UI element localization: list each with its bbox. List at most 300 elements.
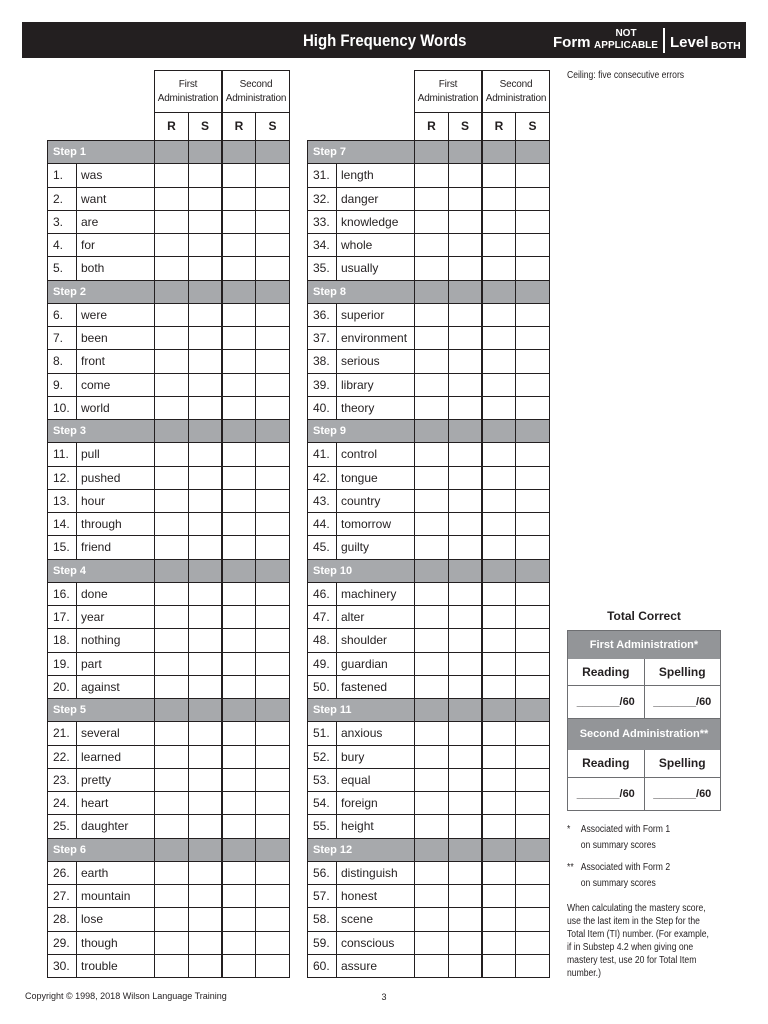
first-admin-spelling-cell xyxy=(449,932,482,955)
first-admin-spelling-cell xyxy=(449,769,482,792)
second-admin-spelling-header: S xyxy=(516,113,550,140)
word-row xyxy=(47,653,290,676)
first-admin-spelling-cell xyxy=(449,490,482,513)
second-admin-spelling-cell xyxy=(256,490,290,513)
word-table-left xyxy=(47,70,290,978)
first-admin-spelling-cell xyxy=(189,327,222,350)
word-row xyxy=(307,583,550,606)
second-admin-reading-cell xyxy=(222,862,256,885)
first-admin-spelling-header: S xyxy=(449,113,482,140)
second-admin-spelling-cell xyxy=(516,792,550,815)
item-word: mountain xyxy=(77,885,155,908)
first-admin-spelling-cell xyxy=(189,885,222,908)
word-row xyxy=(47,746,290,769)
first-admin-spelling-cell xyxy=(449,234,482,257)
item-word: through xyxy=(77,513,155,536)
first-admin-reading-cell xyxy=(155,606,189,629)
word-table-right xyxy=(307,70,550,978)
step-label: Step 4 xyxy=(47,560,155,583)
second-admin-spelling-cell xyxy=(516,932,550,955)
word-row xyxy=(47,211,290,234)
item-number: 55. xyxy=(307,815,337,838)
step-score-cell xyxy=(155,699,189,722)
first-admin-spelling-cell xyxy=(449,443,482,466)
item-word: distinguish xyxy=(337,862,415,885)
first-admin-spelling-cell xyxy=(449,815,482,838)
step-score-cell xyxy=(516,420,550,443)
second-admin-spelling-cell xyxy=(256,374,290,397)
second-admin-spelling-cell xyxy=(516,304,550,327)
first-admin-reading-cell xyxy=(415,862,449,885)
item-number: 45. xyxy=(307,536,337,559)
item-number: 7. xyxy=(47,327,77,350)
item-number: 53. xyxy=(307,769,337,792)
item-word: want xyxy=(77,188,155,211)
word-row xyxy=(47,397,290,420)
first-admin-reading-cell xyxy=(155,234,189,257)
item-word: foreign xyxy=(337,792,415,815)
item-word: superior xyxy=(337,304,415,327)
second-admin-reading-cell xyxy=(222,467,256,490)
item-word: pretty xyxy=(77,769,155,792)
step-row xyxy=(47,420,290,443)
step-row xyxy=(47,699,290,722)
first-admin-spelling-cell xyxy=(189,932,222,955)
item-number: 40. xyxy=(307,397,337,420)
step-score-cell xyxy=(256,699,290,722)
item-word: lose xyxy=(77,908,155,931)
step-label: Step 11 xyxy=(307,699,415,722)
item-word: shoulder xyxy=(337,629,415,652)
step-score-cell xyxy=(189,141,222,164)
word-row xyxy=(47,234,290,257)
item-word: equal xyxy=(337,769,415,792)
ceiling-note: Ceiling: five consecutive errors xyxy=(567,70,685,81)
second-admin-spelling-cell xyxy=(516,583,550,606)
step-row xyxy=(307,699,550,722)
step-score-cell xyxy=(482,420,516,443)
item-number: 50. xyxy=(307,676,337,699)
second-admin-spelling-cell xyxy=(516,443,550,466)
second-admin-reading-cell xyxy=(482,443,516,466)
second-admin-spelling-cell xyxy=(516,467,550,490)
first-admin-reading-cell xyxy=(155,304,189,327)
second-admin-reading-cell xyxy=(222,932,256,955)
step-score-cell xyxy=(415,141,449,164)
second-admin-reading-cell xyxy=(482,327,516,350)
first-admin-reading-cell xyxy=(155,397,189,420)
item-word: bury xyxy=(337,746,415,769)
second-admin-spelling-cell xyxy=(516,490,550,513)
item-number: 28. xyxy=(47,908,77,931)
second-admin-spelling-cell xyxy=(516,327,550,350)
item-number: 59. xyxy=(307,932,337,955)
footnote xyxy=(567,822,715,854)
item-number: 10. xyxy=(47,397,77,420)
second-administration-total-header: Second Administration** xyxy=(568,719,720,750)
first-admin-spelling-cell xyxy=(449,257,482,280)
second-administration-header: Second Administration xyxy=(482,70,550,113)
total-correct-title: Total Correct xyxy=(607,609,681,623)
word-row xyxy=(47,792,290,815)
item-number: 9. xyxy=(47,374,77,397)
second-admin-spelling-cell xyxy=(516,513,550,536)
word-row xyxy=(307,815,550,838)
first-admin-spelling-cell xyxy=(449,374,482,397)
item-word: theory xyxy=(337,397,415,420)
item-number: 2. xyxy=(47,188,77,211)
first-admin-spelling-cell xyxy=(189,513,222,536)
first-admin-spelling-cell xyxy=(449,164,482,187)
second-admin-reading-cell xyxy=(482,955,516,978)
first-admin-spelling-cell xyxy=(449,304,482,327)
second-admin-spelling-cell xyxy=(516,815,550,838)
item-word: guardian xyxy=(337,653,415,676)
second-admin-reading-cell xyxy=(222,746,256,769)
first-admin-reading-cell xyxy=(155,815,189,838)
step-score-cell xyxy=(189,420,222,443)
word-row xyxy=(307,908,550,931)
word-row xyxy=(47,583,290,606)
second-admin-reading-cell xyxy=(482,513,516,536)
item-number: 26. xyxy=(47,862,77,885)
first-admin-spelling-cell xyxy=(189,234,222,257)
second-admin-reading-cell xyxy=(222,676,256,699)
second-admin-reading-cell xyxy=(222,350,256,373)
item-word: serious xyxy=(337,350,415,373)
second-admin-reading-cell xyxy=(222,769,256,792)
word-row xyxy=(307,792,550,815)
second-admin-reading-cell xyxy=(482,932,516,955)
second-admin-spelling-cell xyxy=(516,536,550,559)
second-admin-spelling-cell xyxy=(516,629,550,652)
word-table-body xyxy=(307,140,550,978)
word-row xyxy=(47,164,290,187)
step-score-cell xyxy=(516,141,550,164)
step-label: Step 6 xyxy=(47,839,155,862)
second-admin-reading-cell xyxy=(222,792,256,815)
word-row xyxy=(47,257,290,280)
level-label: Level xyxy=(670,34,709,51)
copyright: Copyright © 1998, 2018 Wilson Language Training xyxy=(25,991,227,1001)
word-row xyxy=(47,490,290,513)
step-score-cell xyxy=(155,560,189,583)
first-admin-spelling-cell xyxy=(449,467,482,490)
step-label: Step 1 xyxy=(47,141,155,164)
item-number: 33. xyxy=(307,211,337,234)
item-number: 1. xyxy=(47,164,77,187)
first-admin-reading-cell xyxy=(415,676,449,699)
second-admin-reading-cell xyxy=(222,583,256,606)
first-administration-total-header: First Administration* xyxy=(568,631,720,659)
first-admin-reading-cell xyxy=(155,257,189,280)
item-number: 8. xyxy=(47,350,77,373)
first-admin-spelling-cell xyxy=(449,955,482,978)
first-admin-spelling-cell xyxy=(189,676,222,699)
first-admin-spelling-cell xyxy=(189,490,222,513)
first-admin-reading-cell xyxy=(415,653,449,676)
second-admin-reading-cell xyxy=(222,653,256,676)
second-admin-spelling-cell xyxy=(256,164,290,187)
second-admin-reading-cell xyxy=(222,722,256,745)
item-word: come xyxy=(77,374,155,397)
item-number: 31. xyxy=(307,164,337,187)
first-admin-reading-cell xyxy=(415,769,449,792)
word-row xyxy=(307,769,550,792)
word-row xyxy=(47,885,290,908)
word-row xyxy=(307,374,550,397)
first-admin-reading-cell xyxy=(415,536,449,559)
word-row xyxy=(47,769,290,792)
item-number: 19. xyxy=(47,653,77,676)
step-score-cell xyxy=(256,420,290,443)
second-admin-spelling-cell xyxy=(256,629,290,652)
step-score-cell xyxy=(155,839,189,862)
first-admin-reading-cell xyxy=(415,606,449,629)
step-score-cell xyxy=(155,141,189,164)
item-word: usually xyxy=(337,257,415,280)
footnote xyxy=(567,860,715,892)
step-score-cell xyxy=(189,839,222,862)
second-admin-reading-cell xyxy=(482,676,516,699)
first-admin-reading-cell xyxy=(415,629,449,652)
item-word: fastened xyxy=(337,676,415,699)
first-admin-reading-cell xyxy=(155,676,189,699)
second-admin-spelling-cell xyxy=(516,908,550,931)
step-score-cell xyxy=(516,560,550,583)
item-number: 21. xyxy=(47,722,77,745)
second-admin-spelling-cell xyxy=(516,257,550,280)
first-admin-reading-cell xyxy=(415,885,449,908)
item-word: part xyxy=(77,653,155,676)
first-admin-spelling-cell xyxy=(189,374,222,397)
form-value xyxy=(594,28,658,52)
first-admin-spelling-cell xyxy=(189,350,222,373)
step-score-cell xyxy=(222,420,256,443)
first-admin-reading-cell xyxy=(415,746,449,769)
step-score-cell xyxy=(415,560,449,583)
item-number: 6. xyxy=(47,304,77,327)
first-admin-reading-cell xyxy=(155,327,189,350)
step-score-cell xyxy=(482,560,516,583)
item-number: 15. xyxy=(47,536,77,559)
item-number: 43. xyxy=(307,490,337,513)
step-row xyxy=(307,141,550,164)
first-admin-reading-cell xyxy=(155,211,189,234)
first-admin-spelling-cell xyxy=(449,583,482,606)
second-admin-spelling-cell xyxy=(256,746,290,769)
item-word: year xyxy=(77,606,155,629)
second-admin-reading-cell xyxy=(222,815,256,838)
item-number: 42. xyxy=(307,467,337,490)
item-word: heart xyxy=(77,792,155,815)
step-score-cell xyxy=(256,141,290,164)
first-admin-reading-cell xyxy=(155,374,189,397)
first-admin-reading-cell xyxy=(155,769,189,792)
first-admin-reading-cell xyxy=(155,583,189,606)
step-score-cell xyxy=(222,141,256,164)
item-number: 32. xyxy=(307,188,337,211)
item-number: 54. xyxy=(307,792,337,815)
word-row xyxy=(307,932,550,955)
first-admin-spelling-cell xyxy=(189,583,222,606)
step-row xyxy=(47,141,290,164)
step-score-cell xyxy=(256,281,290,304)
form-label: Form xyxy=(553,34,591,51)
word-row xyxy=(307,629,550,652)
second-admin-spelling-cell xyxy=(516,653,550,676)
second-admin-spelling-cell xyxy=(256,862,290,885)
second-admin-spelling-cell xyxy=(256,397,290,420)
word-row xyxy=(47,467,290,490)
page-number: 3 xyxy=(381,992,387,1002)
word-row xyxy=(307,304,550,327)
first-admin-spelling-cell xyxy=(449,746,482,769)
second-admin-reading-cell xyxy=(222,374,256,397)
step-score-cell xyxy=(415,699,449,722)
second-admin-spelling-cell xyxy=(256,188,290,211)
second-admin-spelling-cell xyxy=(256,653,290,676)
word-row xyxy=(47,374,290,397)
reading-score-blank: _______/60 xyxy=(568,778,645,810)
notes xyxy=(567,822,715,980)
first-admin-spelling-cell xyxy=(449,908,482,931)
second-admin-reading-cell xyxy=(482,188,516,211)
second-admin-spelling-cell xyxy=(516,374,550,397)
second-admin-spelling-cell xyxy=(516,885,550,908)
second-admin-spelling-cell xyxy=(256,908,290,931)
first-admin-reading-cell xyxy=(155,188,189,211)
item-word: control xyxy=(337,443,415,466)
second-admin-reading-cell xyxy=(222,327,256,350)
word-row xyxy=(307,188,550,211)
first-admin-spelling-cell xyxy=(449,653,482,676)
word-row xyxy=(47,188,290,211)
word-row xyxy=(307,164,550,187)
second-admin-spelling-cell xyxy=(256,722,290,745)
item-number: 4. xyxy=(47,234,77,257)
word-row xyxy=(307,397,550,420)
total-correct-box xyxy=(567,630,721,811)
step-score-cell xyxy=(189,699,222,722)
item-number: 38. xyxy=(307,350,337,373)
second-admin-reading-cell xyxy=(222,211,256,234)
first-admin-spelling-cell xyxy=(189,304,222,327)
second-admin-spelling-cell xyxy=(256,676,290,699)
word-row xyxy=(307,862,550,885)
first-admin-reading-cell xyxy=(155,932,189,955)
first-admin-spelling-cell xyxy=(449,211,482,234)
first-admin-reading-cell xyxy=(155,955,189,978)
word-row xyxy=(47,676,290,699)
second-admin-spelling-cell xyxy=(516,350,550,373)
step-score-cell xyxy=(449,420,482,443)
second-admin-spelling-cell xyxy=(516,164,550,187)
first-admin-reading-cell xyxy=(155,490,189,513)
second-admin-spelling-cell xyxy=(516,769,550,792)
second-admin-spelling-cell xyxy=(516,234,550,257)
second-admin-reading-cell xyxy=(482,164,516,187)
first-admin-spelling-cell xyxy=(189,443,222,466)
second-admin-reading-cell xyxy=(222,513,256,536)
first-admin-reading-cell xyxy=(415,211,449,234)
step-label: Step 2 xyxy=(47,281,155,304)
second-admin-reading-cell xyxy=(222,397,256,420)
word-row xyxy=(307,513,550,536)
first-admin-reading-cell xyxy=(415,397,449,420)
item-number: 27. xyxy=(47,885,77,908)
item-number: 47. xyxy=(307,606,337,629)
item-word: height xyxy=(337,815,415,838)
first-admin-spelling-cell xyxy=(449,722,482,745)
item-number: 39. xyxy=(307,374,337,397)
reading-label: Reading xyxy=(568,750,645,777)
step-score-cell xyxy=(415,420,449,443)
second-admin-spelling-cell xyxy=(256,792,290,815)
word-row xyxy=(307,490,550,513)
word-row xyxy=(47,908,290,931)
second-admin-reading-header: R xyxy=(222,113,256,140)
first-admin-spelling-cell xyxy=(189,257,222,280)
word-row xyxy=(47,629,290,652)
first-admin-reading-cell xyxy=(155,536,189,559)
second-admin-reading-cell xyxy=(482,536,516,559)
item-number: 49. xyxy=(307,653,337,676)
step-score-cell xyxy=(222,699,256,722)
item-word: danger xyxy=(337,188,415,211)
step-score-cell xyxy=(516,839,550,862)
second-admin-spelling-cell xyxy=(516,211,550,234)
second-admin-reading-cell xyxy=(482,467,516,490)
word-row xyxy=(307,467,550,490)
word-row xyxy=(307,211,550,234)
second-admin-reading-cell xyxy=(222,629,256,652)
first-admin-spelling-cell xyxy=(189,397,222,420)
step-row xyxy=(47,839,290,862)
second-admin-spelling-cell xyxy=(516,955,550,978)
first-admin-reading-cell xyxy=(415,490,449,513)
second-admin-reading-cell xyxy=(222,908,256,931)
second-admin-spelling-cell xyxy=(516,606,550,629)
item-number: 14. xyxy=(47,513,77,536)
first-administration-scores xyxy=(568,686,720,719)
first-admin-reading-cell xyxy=(415,327,449,350)
footnote-marker: * xyxy=(567,824,571,835)
first-admin-spelling-cell xyxy=(189,164,222,187)
first-admin-spelling-cell xyxy=(449,792,482,815)
first-admin-spelling-cell xyxy=(189,792,222,815)
spelling-label: Spelling xyxy=(658,665,706,679)
item-word: library xyxy=(337,374,415,397)
first-admin-spelling-cell xyxy=(449,862,482,885)
item-number: 16. xyxy=(47,583,77,606)
first-admin-reading-cell xyxy=(155,908,189,931)
item-number: 35. xyxy=(307,257,337,280)
word-row xyxy=(47,815,290,838)
step-label: Step 3 xyxy=(47,420,155,443)
first-admin-reading-cell xyxy=(415,188,449,211)
first-admin-spelling-cell xyxy=(449,629,482,652)
item-number: 24. xyxy=(47,792,77,815)
item-word: pushed xyxy=(77,467,155,490)
item-number: 23. xyxy=(47,769,77,792)
first-admin-spelling-cell xyxy=(189,188,222,211)
step-score-cell xyxy=(189,560,222,583)
first-admin-spelling-cell xyxy=(449,536,482,559)
word-row xyxy=(307,257,550,280)
first-admin-spelling-cell xyxy=(189,908,222,931)
second-admin-reading-cell xyxy=(482,606,516,629)
